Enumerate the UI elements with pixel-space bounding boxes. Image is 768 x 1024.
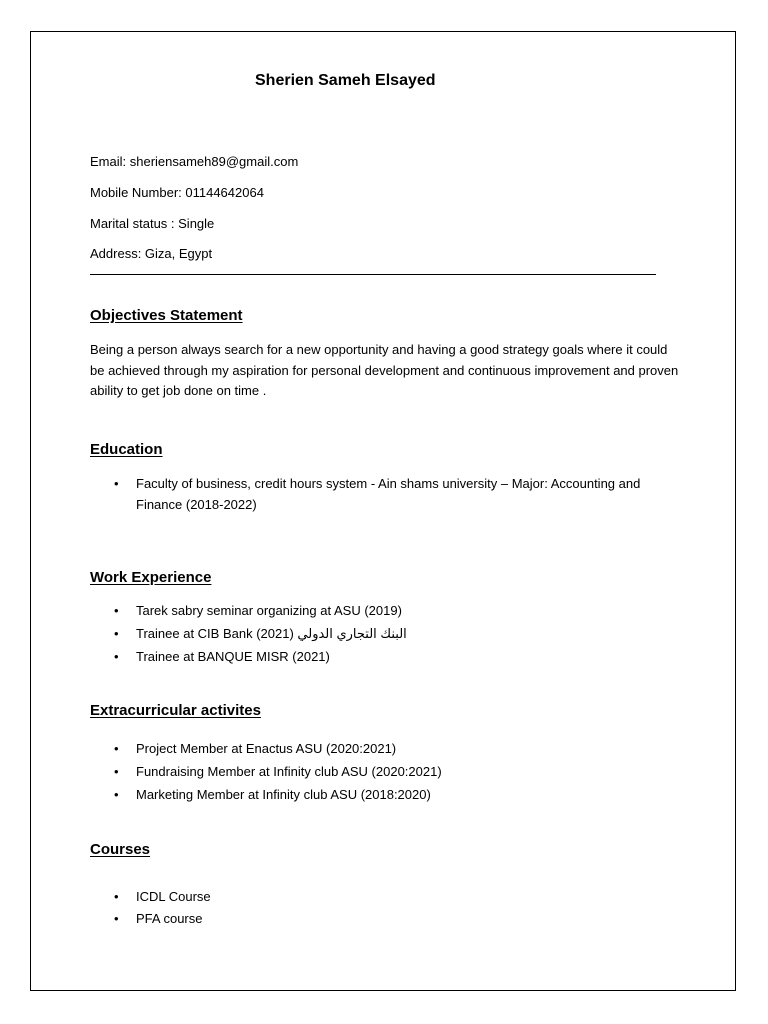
work-item: Tarek sabry seminar organizing at ASU (2019) [136, 603, 402, 618]
extracurricular-item: Marketing Member at Infinity club ASU (2018:2020) [136, 787, 431, 802]
courses-heading: Courses [90, 841, 151, 858]
bullet: • [114, 649, 119, 664]
bullet: • [114, 889, 119, 904]
mobile-line: Mobile Number: 01144642064 [90, 185, 264, 200]
extracurricular-heading: Extracurricular activites [90, 702, 261, 719]
objectives-text: Being a person always search for a new opportunity and having a good strategy goals where it could be achieved through my aspiration for personal development and continuous improvement and proven ability to get job done on time . [90, 342, 679, 398]
extracurricular-item: Fundraising Member at Infinity club ASU (2020:2021) [136, 764, 442, 779]
marital-status-line: Marital status : Single [90, 216, 215, 231]
work-item: Trainee at CIB Bank البنك التجاري الدولي (2021) [136, 626, 407, 641]
course-item: ICDL Course [136, 889, 211, 904]
bullet: • [114, 787, 119, 802]
bullet: • [114, 626, 119, 641]
education-heading: Education [90, 441, 163, 458]
objectives-heading: Objectives Statement [90, 307, 243, 324]
email-line: Email: sheriensameh89@gmail.com [90, 154, 299, 169]
bullet: • [114, 603, 119, 618]
address-line: Address: Giza, Egypt [90, 246, 213, 261]
course-item: PFA course [136, 911, 203, 926]
work-item: Trainee at BANQUE MISR (2021) [136, 649, 330, 664]
bullet: • [114, 911, 119, 926]
education-item: Faculty of business, credit hours system - Ain shams university – Major: Accounting and Finance (2018-2022) [136, 476, 641, 512]
candidate-name: Sherien Sameh Elsayed [255, 72, 436, 89]
bullet: • [114, 476, 119, 491]
contact-divider [90, 274, 656, 275]
extracurricular-item: Project Member at Enactus ASU (2020:2021) [136, 741, 397, 756]
work-experience-heading: Work Experience [90, 569, 212, 586]
bullet: • [114, 764, 119, 779]
bullet: • [114, 741, 119, 756]
